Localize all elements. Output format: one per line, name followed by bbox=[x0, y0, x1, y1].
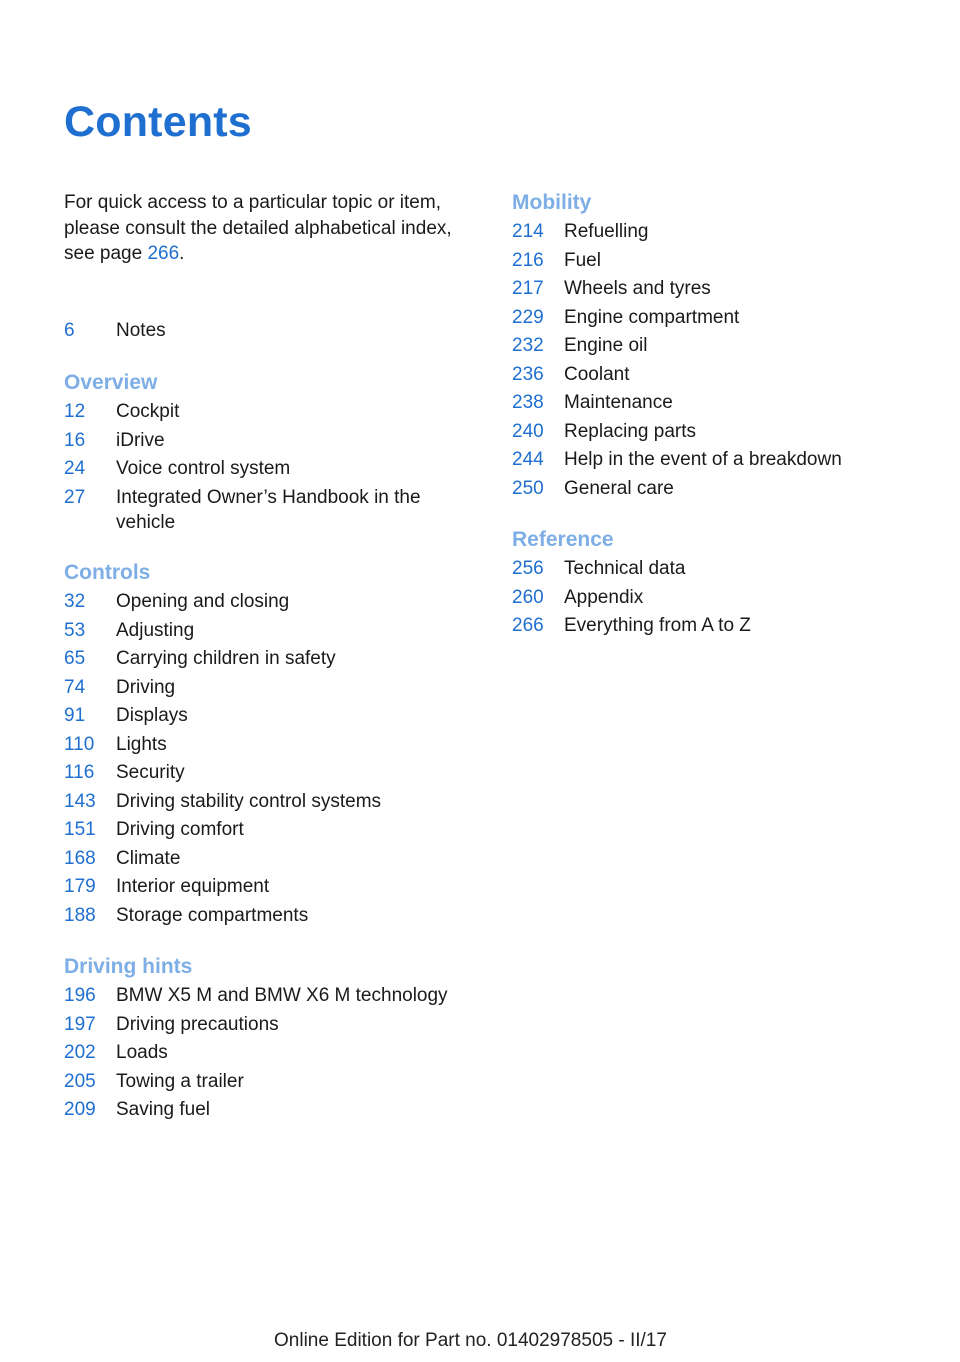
toc-entry-label: BMW X5 M and BMW X6 M technology bbox=[116, 985, 448, 1006]
toc-entry[interactable] bbox=[64, 646, 484, 672]
toc-entry[interactable] bbox=[64, 732, 484, 758]
toc-section-mobility bbox=[512, 189, 932, 504]
toc-entry-label: Integrated Owner’s Handbook in the vehicle bbox=[116, 486, 421, 533]
toc-page-number: 74 bbox=[64, 676, 86, 698]
toc-entry[interactable] bbox=[64, 485, 484, 536]
toc-entry-label: Towing a trailer bbox=[116, 1070, 244, 1092]
toc-entry-label: Coolant bbox=[564, 363, 630, 385]
toc-entry-label: Driving bbox=[116, 676, 176, 698]
intro-suffix: . bbox=[179, 243, 185, 264]
toc-entry-label: Notes bbox=[116, 320, 166, 341]
toc-entry[interactable] bbox=[64, 983, 484, 1009]
section-title: Controls bbox=[64, 561, 151, 584]
toc-page-number: 232 bbox=[512, 335, 544, 356]
toc-entry[interactable] bbox=[64, 1097, 484, 1123]
toc-entry[interactable] bbox=[64, 817, 484, 843]
intro-text: For quick access to a particular topic or item, please consult the detailed alphabetical index, see page bbox=[64, 192, 452, 264]
toc-page-number: 24 bbox=[64, 458, 86, 479]
toc-page-number: 110 bbox=[64, 733, 95, 755]
toc-entry-label: Appendix bbox=[564, 586, 644, 608]
toc-page-number: 216 bbox=[512, 249, 544, 271]
section-title: Mobility bbox=[512, 191, 592, 214]
toc-page-number: 151 bbox=[64, 819, 96, 840]
page-title: Contents bbox=[64, 98, 252, 146]
toc-entry[interactable] bbox=[512, 447, 932, 473]
toc-page-number: 27 bbox=[64, 486, 86, 508]
section-title: Reference bbox=[512, 528, 614, 551]
toc-entry-label: Loads bbox=[116, 1042, 168, 1063]
section-title: Driving hints bbox=[64, 955, 193, 978]
toc-page-number: 240 bbox=[512, 420, 544, 442]
toc-page-number: 205 bbox=[64, 1070, 96, 1092]
toc-entry[interactable] bbox=[512, 333, 932, 359]
toc-page-number: 197 bbox=[64, 1013, 96, 1035]
toc-section-notes bbox=[64, 318, 484, 347]
toc-section-reference bbox=[512, 526, 932, 642]
toc-page-number: 196 bbox=[64, 985, 96, 1006]
toc-page-number: 91 bbox=[64, 705, 86, 726]
section-title: Overview bbox=[64, 371, 158, 394]
toc-page-number: 179 bbox=[64, 876, 96, 897]
toc-entry[interactable] bbox=[512, 556, 932, 582]
toc-page-number: 250 bbox=[512, 477, 544, 499]
toc-entry-label: Storage compartments bbox=[116, 904, 309, 926]
toc-page-number: 209 bbox=[64, 1099, 96, 1120]
toc-entry[interactable] bbox=[64, 1069, 484, 1095]
footer-edition: Online Edition for Part no. 01402978505 - II/17 bbox=[274, 1330, 667, 1351]
toc-page-number: 65 bbox=[64, 648, 86, 669]
toc-page-number: 16 bbox=[64, 429, 86, 451]
toc-entry[interactable] bbox=[64, 846, 484, 872]
toc-page-number: 214 bbox=[512, 221, 544, 242]
toc-entry-label: Help in the event of a breakdown bbox=[564, 449, 842, 470]
toc-entry-label: Wheels and tyres bbox=[564, 278, 711, 299]
toc-entry-label: Lights bbox=[116, 733, 167, 755]
toc-entry[interactable] bbox=[512, 390, 932, 416]
toc-page-number: 217 bbox=[512, 278, 544, 299]
toc-entry-label: Displays bbox=[116, 705, 188, 726]
toc-entry-label: Fuel bbox=[564, 249, 601, 271]
toc-entry[interactable] bbox=[512, 613, 932, 639]
toc-page-number: 236 bbox=[512, 363, 544, 385]
toc-entry[interactable] bbox=[64, 618, 484, 644]
toc-entry[interactable] bbox=[64, 903, 484, 929]
toc-entry[interactable] bbox=[64, 399, 484, 425]
toc-entry[interactable] bbox=[64, 874, 484, 900]
toc-entry[interactable] bbox=[512, 362, 932, 388]
toc-entry[interactable] bbox=[64, 703, 484, 729]
toc-entry-label: Security bbox=[116, 762, 185, 783]
toc-entry-label: Voice control system bbox=[116, 458, 291, 479]
toc-page-number: 32 bbox=[64, 591, 86, 612]
toc-page-number: 244 bbox=[512, 449, 544, 470]
toc-page-number: 6 bbox=[64, 320, 75, 341]
toc-entry[interactable] bbox=[512, 476, 932, 502]
toc-entry-label: Cockpit bbox=[116, 401, 180, 422]
toc-entry[interactable] bbox=[64, 428, 484, 454]
toc-entry-label: Adjusting bbox=[116, 619, 195, 641]
toc-page-number: 53 bbox=[64, 619, 86, 641]
toc-section-controls bbox=[64, 559, 484, 931]
toc-entry-label: Technical data bbox=[564, 558, 686, 579]
toc-entry[interactable] bbox=[64, 318, 484, 344]
toc-entry-label: Refuelling bbox=[564, 221, 649, 242]
toc-entry[interactable] bbox=[512, 219, 932, 245]
intro-paragraph bbox=[64, 190, 484, 267]
toc-entry-label: General care bbox=[564, 477, 674, 499]
toc-entry-label: Engine oil bbox=[564, 335, 648, 356]
toc-page-number: 256 bbox=[512, 558, 544, 579]
toc-entry-label: Everything from A to Z bbox=[564, 615, 751, 636]
toc-page-number: 116 bbox=[64, 762, 95, 783]
toc-entry[interactable] bbox=[512, 419, 932, 445]
toc-entry[interactable] bbox=[64, 675, 484, 701]
toc-page-number: 12 bbox=[64, 401, 86, 422]
toc-entry-label: iDrive bbox=[116, 429, 165, 451]
toc-page-number: 238 bbox=[512, 392, 544, 413]
toc-page-number: 143 bbox=[64, 790, 96, 812]
toc-entry-label: Carrying children in safety bbox=[116, 648, 336, 669]
toc-entry-label: Interior equipment bbox=[116, 876, 270, 897]
toc-entry[interactable] bbox=[64, 1012, 484, 1038]
toc-section-overview bbox=[64, 369, 484, 539]
toc-entry[interactable] bbox=[512, 305, 932, 331]
toc-entry-label: Climate bbox=[116, 847, 181, 869]
toc-entry-label: Engine compartment bbox=[564, 306, 740, 328]
toc-entry[interactable] bbox=[512, 276, 932, 302]
toc-entry[interactable] bbox=[64, 760, 484, 786]
toc-entry-label: Opening and closing bbox=[116, 591, 290, 612]
toc-entry[interactable] bbox=[64, 589, 484, 615]
toc-entry[interactable] bbox=[64, 789, 484, 815]
toc-entry-label: Driving stability control systems bbox=[116, 790, 382, 812]
toc-page-number: 188 bbox=[64, 904, 96, 926]
toc-entry-label: Driving precautions bbox=[116, 1013, 279, 1035]
toc-entry[interactable] bbox=[64, 1040, 484, 1066]
toc-entry-label: Replacing parts bbox=[564, 420, 697, 442]
toc-section-driving-hints bbox=[64, 953, 484, 1126]
index-page-link[interactable]: 266 bbox=[147, 243, 180, 264]
toc-entry[interactable] bbox=[64, 456, 484, 482]
toc-entry[interactable] bbox=[512, 248, 932, 274]
toc-page-number: 168 bbox=[64, 847, 96, 869]
toc-page-number: 260 bbox=[512, 586, 544, 608]
toc-entry-label: Saving fuel bbox=[116, 1099, 211, 1120]
toc-entry[interactable] bbox=[512, 585, 932, 611]
toc-page-number: 266 bbox=[512, 615, 544, 636]
toc-entry-label: Maintenance bbox=[564, 392, 673, 413]
toc-page-number: 229 bbox=[512, 306, 544, 328]
toc-page-number: 202 bbox=[64, 1042, 96, 1063]
toc-entry-label: Driving comfort bbox=[116, 819, 244, 840]
